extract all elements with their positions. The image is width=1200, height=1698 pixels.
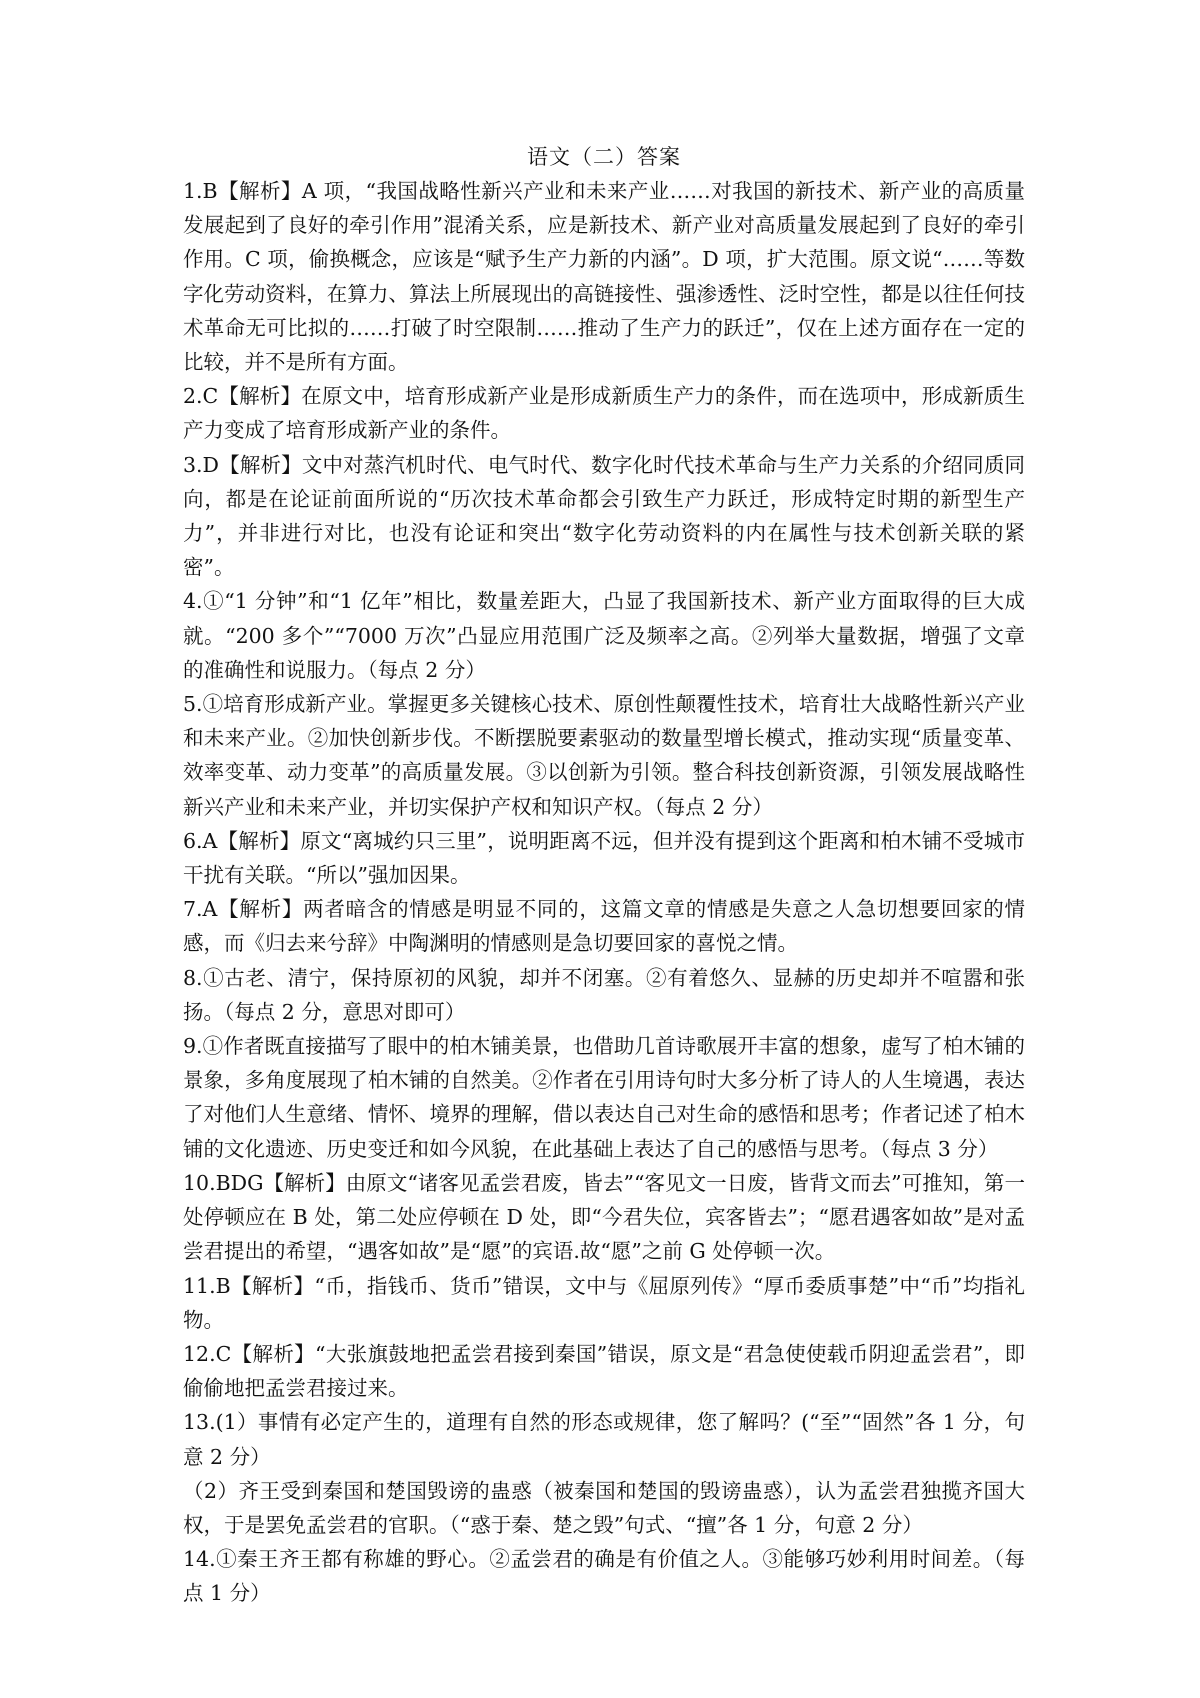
answer-list <box>183 174 1025 1611</box>
answer-item-2: 2.C【解析】在原文中，培育形成新产业是形成新质生产力的条件，而在选项中，形成新质生产力变成了培育形成新产业的条件。 <box>183 384 1025 443</box>
answer-item-11: 11.B【解析】“币，指钱币、货币”错误，文中与《屈原列传》“厚币委质事楚”中“币”均指礼物。 <box>183 1273 1025 1332</box>
page-title: 语文（二）答案 <box>527 145 681 169</box>
answer-item-9: 9.①作者既直接描写了眼中的柏木铺美景，也借助几首诗歌展开丰富的想象，虚写了柏木铺的景象，多角度展现了柏木铺的自然美。②作者在引用诗句时大多分析了诗人的人生境遇，表达了对他们人生意绪、情怀、境界的理解，借以表达自己对生命的感悟和思考；作者记述了柏木铺的文化遗迹、历史变迁和如今风貌，在此基础上表达了自己的感悟与思考。（每点 3 分） <box>183 1034 1025 1161</box>
answer-item-13-2: （2）齐王受到秦国和楚国毁谤的蛊惑（被秦国和楚国的毁谤蛊惑），认为孟尝君独揽齐国大权，于是罢免孟尝君的官职。（“惑于秦、楚之毁”句式、“擅”各 1 分，句意 2 分） <box>183 1478 1025 1537</box>
answer-item-4: 4.①“1 分钟”和“1 亿年”相比，数量差距大，凸显了我国新技术、新产业方面取得的巨大成就。“200 多个”“7000 万次”凸显应用范围广泛及频率之高。②列举大量数据，增强了文章的准确性和说服力。（每点 2 分） <box>183 589 1025 682</box>
answer-item-5: 5.①培育形成新产业。掌握更多关键核心技术、原创性颠覆性技术，培育壮大战略性新兴产业和未来产业。②加快创新步伐。不断摆脱要素驱动的数量型增长模式，推动实现“质量变革、效率变革、动力变革”的高质量发展。③以创新为引领。整合科技创新资源，引领发展战略性新兴产业和未来产业，并切实保护产权和知识产权。（每点 2 分） <box>183 692 1025 819</box>
answer-item-13-1: 13.(1）事情有必定产生的，道理有自然的形态或规律，您了解吗？(“至”“固然”各 1 分，句意 2 分） <box>183 1410 1025 1469</box>
answer-item-1: 1.B【解析】A 项，“我国战略性新兴产业和未来产业……对我国的新技术、新产业的高质量发展起到了良好的牵引作用”混淆关系，应是新技术、新产业对高质量发展起到了良好的牵引作用。C 项，偷换概念，应该是“赋予生产力新的内涵”。D 项，扩大范围。原文说“……等数字化劳动资料，在算力、算法上所展现出的高链接性、强渗透性、泛时空性，都是以往任何技术革命无可比拟的……打破了时空限制……推动了生产力的跃迁”，仅在上述方面存在一定的比较，并不是所有方面。 <box>183 179 1025 375</box>
answer-item-14: 14.①秦王齐王都有称雄的野心。②孟尝君的确是有价值之人。③能够巧妙利用时间差。（每点 1 分） <box>183 1547 1025 1606</box>
answer-item-8: 8.①古老、清宁，保持原初的风貌，却并不闭塞。②有着悠久、显赫的历史却并不喧嚣和张扬。（每点 2 分，意思对即可） <box>183 965 1025 1024</box>
answer-item-6: 6.A【解析】原文“离城约只三里”，说明距离不远，但并没有提到这个距离和柏木铺不受城市干扰有关联。“所以”强加因果。 <box>183 828 1025 888</box>
answer-item-10: 10.BDG【解析】由原文“诸客见孟尝君废，皆去”“客见文一日废，皆背文而去”可推知，第一处停顿应在 B 处，第二处应停顿在 D 处，即“今君失位，宾客皆去”；“愿君遇客如故”是对孟尝君提出的希望，“遇客如故”是“愿”的宾语.故“愿”之前 G 处停顿一次。 <box>183 1170 1025 1264</box>
answer-item-3: 3.D【解析】文中对蒸汽机时代、电气时代、数字化时代技术革命与生产力关系的介绍同质同向，都是在论证前面所说的“历次技术革命都会引致生产力跃迁，形成特定时期的新型生产力”，并非进行对比，也没有论证和突出“数字化劳动资料的内在属性与技术创新关联的紧密”。 <box>183 452 1025 580</box>
answer-item-12: 12.C【解析】“大张旗鼓地把孟尝君接到秦国”错误，原文是“君急使使载币阴迎孟尝君”，即偷偷地把孟尝君接过来。 <box>183 1341 1025 1401</box>
answer-item-7: 7.A【解析】两者暗含的情感是明显不同的，这篇文章的情感是失意之人急切想要回家的情感，而《归去来兮辞》中陶渊明的情感则是急切要回家的喜悦之情。 <box>183 897 1025 956</box>
